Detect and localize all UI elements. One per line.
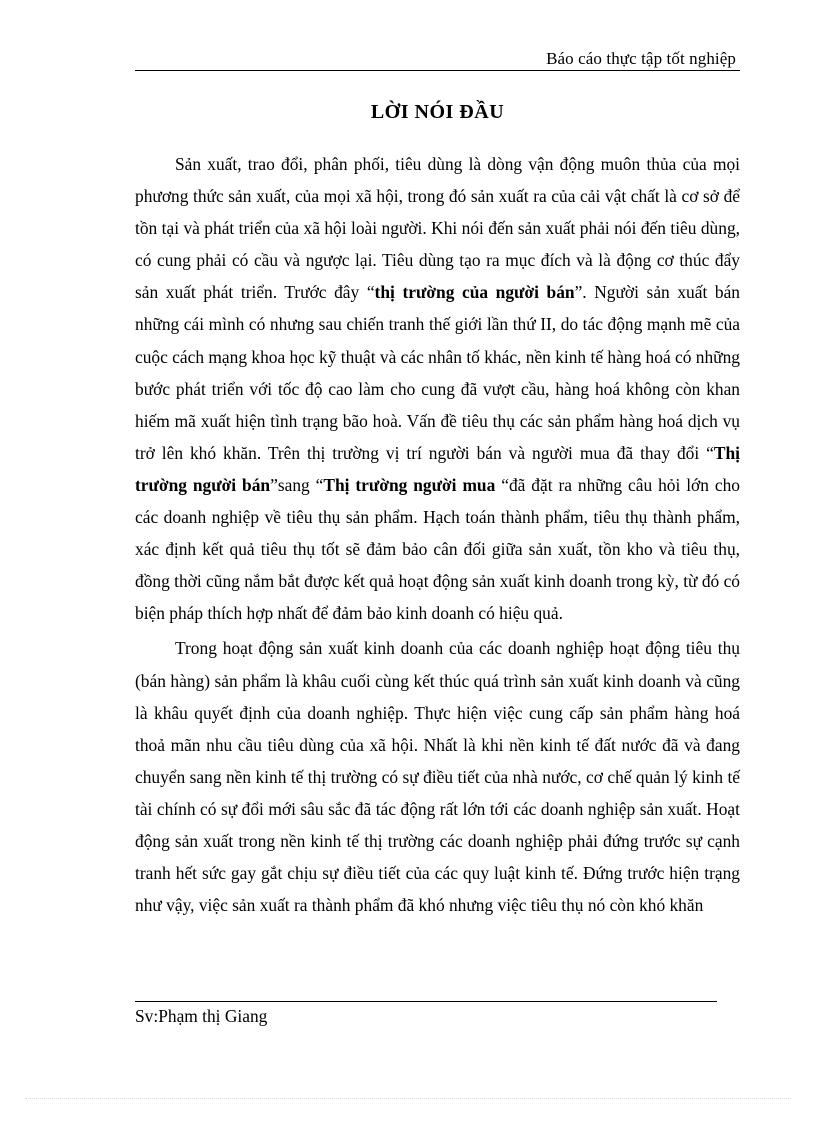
paragraph-1-text-2: ”. Người sản xuất bán những cái mình có nhưng sau chiến tranh thế giới lần thứ II, do tác động mạnh mẽ của cuộc cách mạng khoa học kỹ thuật và các nhân tố khác, nền kinh tế hàng hoá có những bước phát triển với tốc độ cao làm cho cung đã vượt cầu, hàng hoá không còn khan hiếm mã xuất hiện tình trạng bão hoà. Vấn đề tiêu thụ các sản phẩm hàng hoá dịch vụ trở lên khó khăn. Trên thị trường vị trí người bán và người mua đã thay đổi “: [135, 282, 740, 463]
footer-divider: [135, 1001, 717, 1002]
running-header: Báo cáo thực tập tốt nghiệp: [546, 49, 736, 68]
paragraph-1-text-3: ”sang “: [270, 474, 324, 495]
bold-phrase-1: thị trường của người bán: [374, 282, 575, 303]
page-edge-dotted-line: [25, 1098, 791, 1099]
paragraph-1: [135, 148, 740, 629]
header-divider: [135, 70, 740, 71]
bold-phrase-2: Thị trường người bán: [135, 442, 740, 495]
bold-phrase-3: Thị trường người mua: [323, 474, 496, 495]
paragraph-1-text-1: Sản xuất, trao đổi, phân phối, tiêu dùng là dòng vận động muôn thủa của mọi phương thức sản xuất, của mọi xã hội, trong đó sản xuất ra của cải vật chất là cơ sở để tồn tại và phát triển của xã hội loài người. Khi nói đến sản xuất phải nói đến tiêu dùng, có cung phải có cầu và ngược lại. Tiêu dùng tạo ra mục đích và là động cơ thúc đẩy sản xuất phát triển. Trước đây “: [135, 154, 740, 303]
paragraph-2: Trong hoạt động sản xuất kinh doanh của các doanh nghiệp hoạt động tiêu thụ (bán hàng) sản phẩm là khâu cuối cùng kết thúc quá trình sản xuất kinh doanh và cũng là khâu quyết định của doanh nghiệp. Thực hiện việc cung cấp sản phẩm hàng hoá thoả mãn nhu cầu tiêu dùng của xã hội. Nhất là khi nền kinh tế đất nước đã và đang chuyển sang nền kinh tế thị trường có sự điều tiết của nhà nước, cơ chế quản lý kinh tế tài chính có sự đổi mới sâu sắc đã tác động rất lớn tới các doanh nghiệp sản xuất. Hoạt động sản xuất trong nền kinh tế thị trường các doanh nghiệp phải đứng trước sự cạnh tranh hết sức gay gắt chịu sự điều tiết của các quy luật kinh tế. Đứng trước hiện trạng như vậy, việc sản xuất ra thành phẩm đã khó nhưng việc tiêu thụ nó còn khó khăn: [135, 638, 740, 916]
footer-author: Sv:Phạm thị Giang: [135, 1006, 268, 1026]
paragraph-1-text-4: “đã đặt ra những câu hỏi lớn cho các doanh nghiệp về tiêu thụ sản phẩm. Hạch toán thành phẩm, tiêu thụ thành phẩm, xác định kết quả tiêu thụ tốt sẽ đảm bảo cân đối giữa sản xuất, tồn kho và tiêu thụ, đồng thời cũng nắm bắt được kết quả hoạt động sản xuất kinh doanh trong kỳ, từ đó có biện pháp thích hợp nhất để đảm bảo kinh doanh có hiệu quả.: [135, 474, 740, 624]
page-title: LỜI NÓI ĐẦU: [370, 101, 505, 123]
document-body: [135, 148, 740, 924]
